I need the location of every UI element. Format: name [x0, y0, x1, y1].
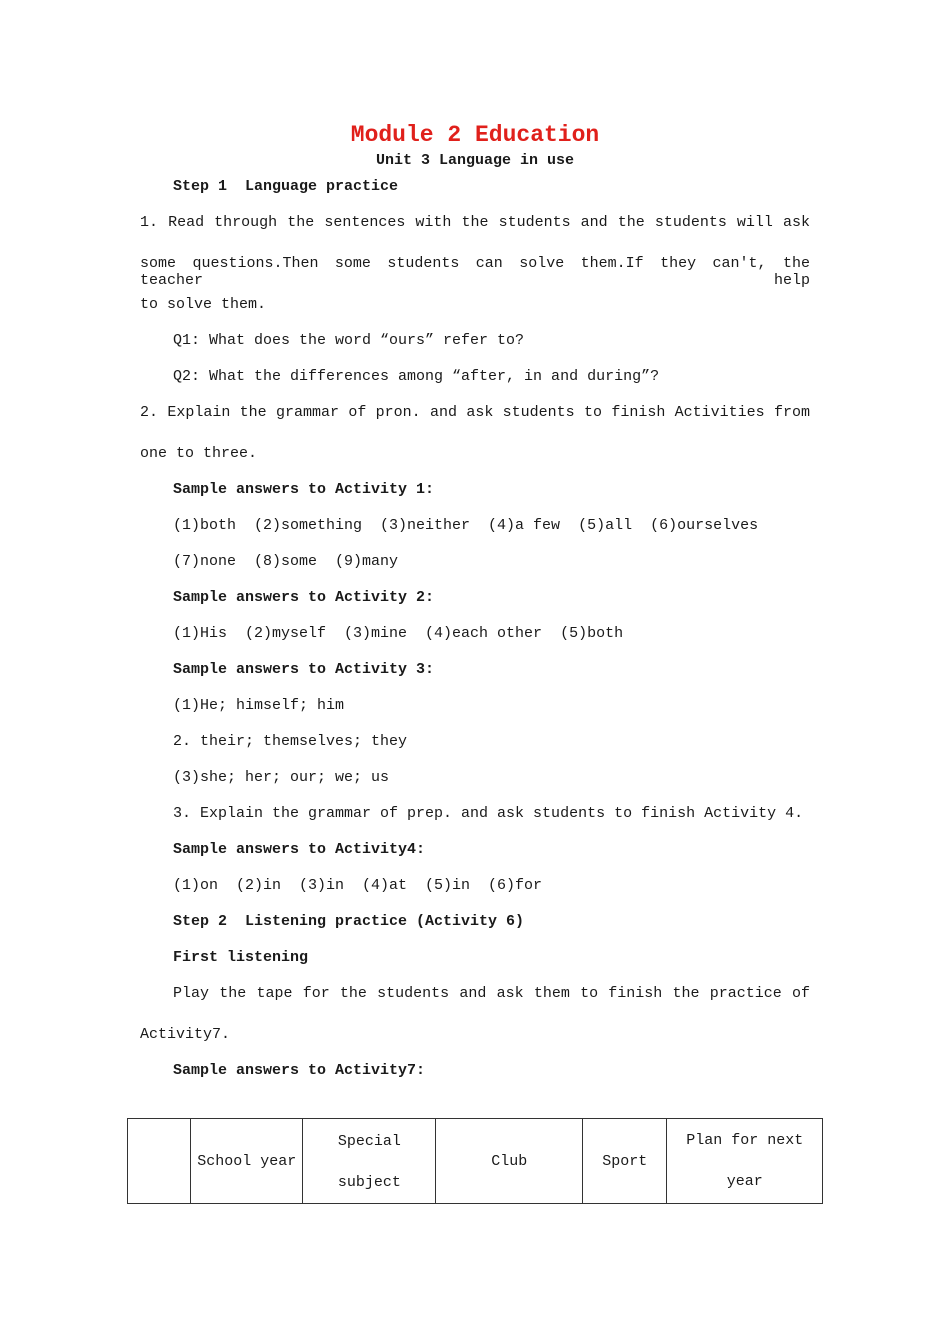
activity3-heading: Sample answers to Activity 3:	[173, 661, 435, 678]
question-1: Q1: What does the word “ours” refer to?	[173, 332, 525, 349]
table-header-text: Special subject	[337, 1133, 401, 1191]
page-subtitle: Unit 3 Language in use	[375, 152, 575, 169]
activity3-answers-line1: (1)He; himself; him	[173, 697, 345, 714]
activity4-heading: Sample answers to Activity4:	[173, 841, 426, 858]
item2-line1: 2. Explain the grammar of pron. and ask students to finish Activities from	[140, 404, 810, 421]
page-title: Module 2 Education	[350, 122, 600, 148]
first-listening-heading: First listening	[173, 949, 309, 966]
activity1-answers-line2: (7)none (8)some (9)many	[173, 553, 399, 570]
item1-line1: 1. Read through the sentences with the students and the students will ask	[140, 214, 810, 231]
table-header-cell	[128, 1119, 191, 1204]
activity3-answers-line3: (3)she; her; our; we; us	[173, 769, 390, 786]
step1-heading: Step 1 Language practice	[173, 178, 399, 195]
table-header-cell: Sport	[582, 1119, 666, 1204]
item2-line2: one to three.	[140, 445, 258, 462]
table-header-text: Plan for next year	[686, 1132, 804, 1190]
activity3-answers-line2: 2. their; themselves; they	[173, 733, 408, 750]
table-header-cell	[303, 1119, 436, 1204]
activity4-answers: (1)on (2)in (3)in (4)at (5)in (6)for	[173, 877, 543, 894]
item3-line1: 3. Explain the grammar of prep. and ask students to finish Activity 4.	[173, 805, 804, 822]
table-header-cell	[667, 1119, 823, 1204]
item1-line3: to solve them.	[140, 296, 267, 313]
play-line1: Play the tape for the students and ask them to finish the practice of	[173, 985, 810, 1002]
item1-line2: some questions.Then some students can solve them.If they can't, the teacher help	[140, 255, 810, 289]
activity1-heading: Sample answers to Activity 1:	[173, 481, 435, 498]
table-header-cell: Club	[436, 1119, 582, 1204]
activity7-heading: Sample answers to Activity7:	[173, 1062, 426, 1079]
question-2: Q2: What the differences among “after, in and during”?	[173, 368, 660, 385]
play-line2: Activity7.	[140, 1026, 231, 1043]
table-header-row	[128, 1119, 823, 1204]
step2-heading: Step 2 Listening practice (Activity 6)	[173, 913, 525, 930]
activity2-heading: Sample answers to Activity 2:	[173, 589, 435, 606]
activity1-answers-line1: (1)both (2)something (3)neither (4)a few (5)all (6)ourselves	[173, 517, 759, 534]
activity7-table	[127, 1118, 823, 1204]
activity2-answers: (1)His (2)myself (3)mine (4)each other (5)both	[173, 625, 624, 642]
table-header-cell: School year	[191, 1119, 303, 1204]
